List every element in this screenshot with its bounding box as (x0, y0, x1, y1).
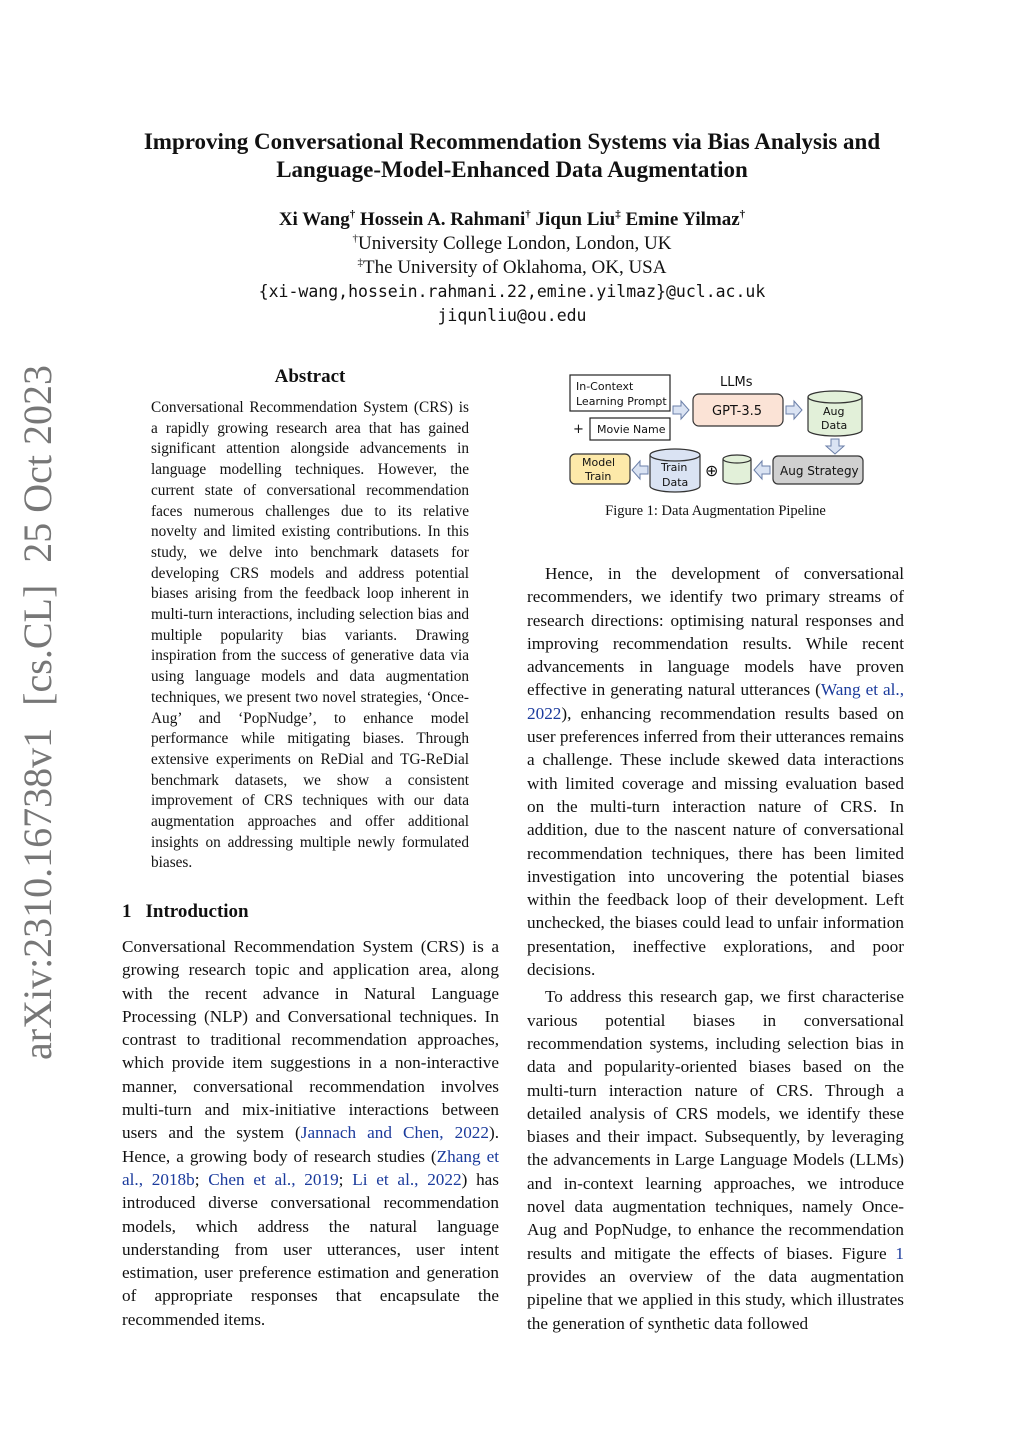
citation-link[interactable]: Chen et al., 2019 (208, 1169, 339, 1189)
left-column-body (122, 935, 499, 1331)
arrow-down-icon (826, 439, 844, 454)
abstract-text: Conversational Recommendation System (CRS) is a rapidly growing research area that has gained significant attention alongside advancements in language modelling techniques. However, the current state of conversational recommendation faces numerous challenges due to its relative novelty and limited existing contributions. In this study, we delve into benchmark datasets for developing CRS models and address potential biases arising from the feedback loop inherent in multi-turn interactions, including selection bias and multiple popularity bias variants. Drawing inspiration from the success of generative data via using language models and data augmentation techniques, we present two novel strategies, ‘Once-Aug’ and ‘PopNudge’, to enhance model performance while mitigating biases. Through extensive experiments on ReDial and TG-ReDial benchmark datasets, we show a consistent improvement of CRS techniques with our data augmentation approaches and offer additional insights on addressing multiple newly formulated biases. (151, 399, 469, 872)
train-data-label-2: Data (662, 476, 689, 489)
author-3: Jiqun Liu (535, 209, 616, 230)
author-1: Xi Wang (278, 209, 350, 230)
citation-link[interactable]: Zhang et al., 2018b (122, 1146, 499, 1189)
llms-label: LLMs (720, 375, 753, 390)
abstract-heading: Abstract (274, 366, 346, 387)
citation-link[interactable]: Wang et al., 2022 (527, 680, 904, 723)
title-line-1: Improving Conversational Recommendation Systems via Bias Analysis and (143, 129, 881, 154)
right-column-body (527, 562, 904, 1335)
figure-reference-link[interactable]: 1 (895, 1243, 904, 1263)
author-2: Hossein A. Rahmani (360, 209, 526, 230)
arxiv-date: 25 Oct 2023 (15, 364, 60, 563)
intro-paragraph-1: Conversational Recommendation System (CRS) is a growing research topic and application area, along with the recent advance in Natural Language Processing (NLP) and Conversational techniques. In contrast to traditional recommendation approaches, which provide item suggestions in a non-interactive manner, conversational recommendation involves multi-turn and mix-initiative interactions between users and the system (Jannach and Chen, 2022). Hence, a growing body of research studies (Zhang et al., 2018b; Chen et al., 2019; Li et al., 2022) has introduced diverse conversational recommendation models, which address the natural language understanding from user utterances, user intent estimation, user preference estimation and generation of appropriate responses that encapsulate the recommended items. (122, 937, 500, 1329)
movie-name-label: Movie Name (597, 423, 666, 436)
aug-strategy-label: Aug Strategy (780, 464, 859, 478)
oplus-icon: ⊕ (705, 461, 719, 480)
citation-link[interactable]: Li et al., 2022 (352, 1169, 462, 1189)
section-title: Introduction (145, 901, 249, 922)
gpt-label: GPT-3.5 (712, 404, 763, 419)
arrow-right-icon (673, 401, 689, 419)
arxiv-id: arXiv:2310.16738v1 (15, 727, 60, 1060)
intro-paragraph-2: Hence, in the development of conversational recommenders, we identify two primary streams of research directions: optimising natural responses and improving recommendation results. While recent advancements in language models have proven effective in generating natural utterances (Wang et al., 2022), enhancing recommendation results based on user preferences inferred from their utterances remains a challenge. These include skewed data interactions with limited coverage and missing evaluation based on the multi-turn interaction nature of CRS. In addition, due to the nascent nature of conversational recommendation techniques, there has been limited investigation into uncovering the potential biases within the feedback loop of their development. Left unchecked, the biases could lead to unfair information presentation, ineffective explorations, and poor decisions. (527, 564, 904, 980)
arrow-left-icon (754, 461, 770, 479)
title-line-2: Language-Model-Enhanced Data Augmentation (276, 157, 748, 182)
affiliation-1: †University College London, London, UK (352, 232, 672, 254)
figure-1-caption: Figure 1: Data Augmentation Pipeline (605, 503, 826, 519)
arxiv-category: [cs.CL] (15, 584, 60, 706)
affiliation-2: ‡The University of Oklahoma, OK, USA (357, 256, 667, 278)
author-block (100, 208, 924, 328)
augmented-data-cylinder (723, 455, 751, 484)
arxiv-stamp (14, 343, 61, 1060)
section-number: 1 (122, 901, 132, 922)
model-train-label-1: Model (582, 456, 616, 469)
author-names: Xi Wang† Hossein A. Rahmani† Jiqun Liu‡ Emine Yilmaz† (278, 208, 746, 230)
figure-1-diagram (560, 370, 870, 500)
paper-title (100, 128, 924, 184)
intro-paragraph-3: To address this research gap, we first characterise various potential biases in conversational recommendation systems, including selection bias in data and popularity-oriented biases based on the multi-turn interaction nature of CRS. Through a detailed analysis of CRS models, we identify these biases and their impact. Subsequently, by leveraging the advancements in Large Language Models (LLMs) and in-context learning approaches, we introduce novel data augmentation techniques, namely Once-Aug and PopNudge, to enhance the recommendation results and mitigate the effects of biases. Figure 1 provides an overview of the data augmentation pipeline that we applied in this study, which illustrates the generation of synthetic data followed (527, 987, 904, 1333)
citation-link[interactable]: Jannach and Chen, 2022 (300, 1123, 489, 1143)
author-4: Emine Yilmaz (625, 209, 740, 230)
prompt-label-1: In-Context (576, 380, 634, 393)
arrow-right-icon (786, 401, 802, 419)
model-train-label-2: Train (585, 470, 612, 483)
aug-data-label-1: Aug (823, 405, 845, 418)
email-line-2: jiqunliu@ou.edu (437, 306, 587, 325)
email-line-1: {xi-wang,hossein.rahmani.22,emine.yilmaz}@ucl.ac.uk (258, 282, 766, 301)
plus-sign: + (573, 422, 584, 437)
section-heading-introduction (122, 901, 249, 923)
aug-data-label-2: Data (821, 419, 848, 432)
train-data-label-1: Train (661, 461, 688, 474)
prompt-label-2: Learning Prompt (576, 395, 667, 408)
arrow-left-icon (632, 461, 648, 479)
